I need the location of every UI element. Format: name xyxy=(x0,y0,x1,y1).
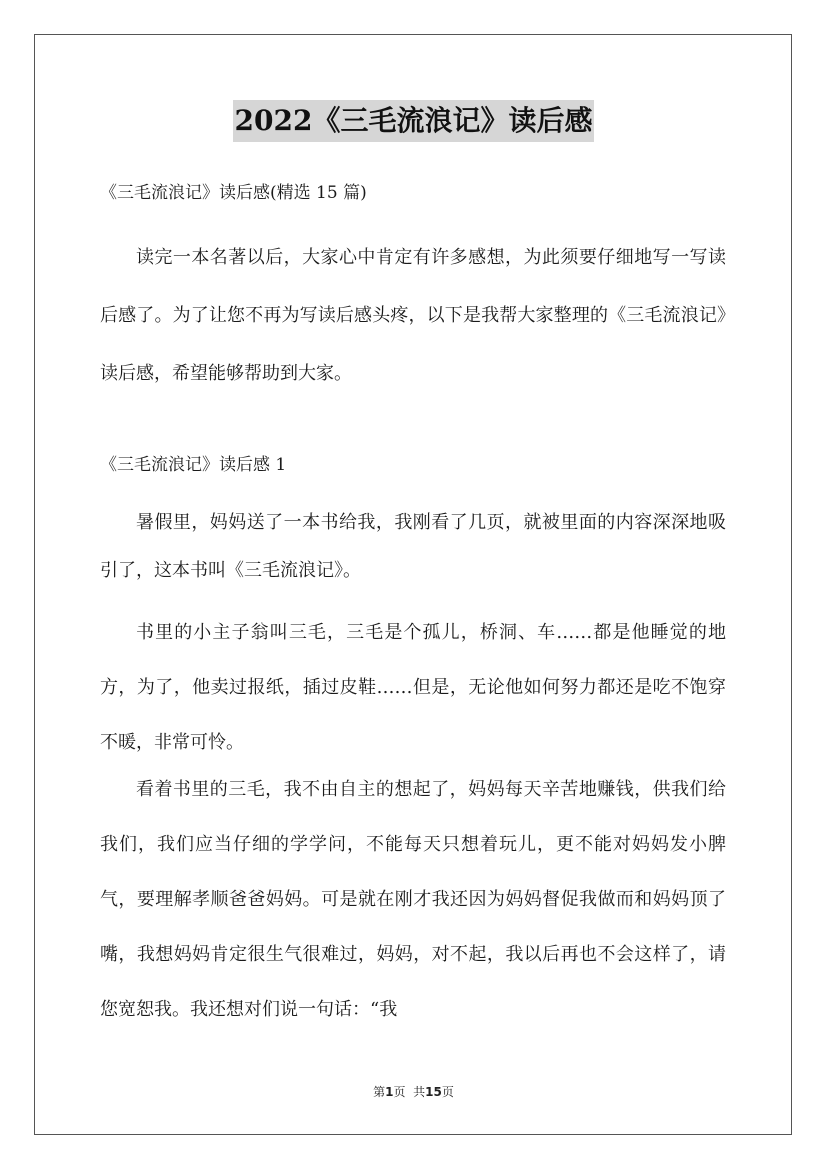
intro-paragraph: 读完一本名著以后，大家心中肯定有许多感想，为此须要仔细地写一写读后感了。为了让您不再为写读后感头疼，以下是我帮大家整理的《三毛流浪记》读后感，希望能够帮助到大家。 xyxy=(100,247,726,384)
total-prefix: 共 xyxy=(413,1085,426,1099)
page-total: 15 xyxy=(425,1085,442,1099)
page-footer xyxy=(0,1083,827,1101)
document-subtitle: 《三毛流浪记》读后感(精选 15 篇) xyxy=(100,183,367,203)
page-current: 1 xyxy=(385,1085,394,1099)
page-prefix: 第 xyxy=(373,1085,386,1099)
body-paragraph-3: 看着书里的三毛，我不由自主的想起了，妈妈每天辛苦地赚钱，供我们给我们，我们应当仔细的学学问，不能每天只想着玩儿，更不能对妈妈发小脾气，要理解孝顺爸爸妈妈。可是就在刚才我还因为妈妈督促我做而和妈妈顶了嘴，我想妈妈肯定很生气很难过，妈妈，对不起，我以后再也不会这样了，请您宽恕我。我还想对们说一句话：“我 xyxy=(100,779,726,1020)
total-suffix: 页 xyxy=(441,1085,454,1099)
document-title: 2022《三毛流浪记》读后感 xyxy=(233,100,595,142)
body-paragraph-2: 书里的小主子翁叫三毛，三毛是个孤儿，桥洞、车……都是他睡觉的地方，为了，他卖过报纸，插过皮鞋……但是，无论他如何努力都还是吃不饱穿不暖，非常可怜。 xyxy=(100,622,726,753)
title-container xyxy=(0,100,827,142)
body-paragraph-1: 暑假里，妈妈送了一本书给我，我刚看了几页，就被里面的内容深深地吸引了，这本书叫《三毛流浪记》。 xyxy=(100,512,726,581)
section-heading: 《三毛流浪记》读后感 1 xyxy=(100,455,287,475)
page-label: 页 xyxy=(393,1085,406,1099)
